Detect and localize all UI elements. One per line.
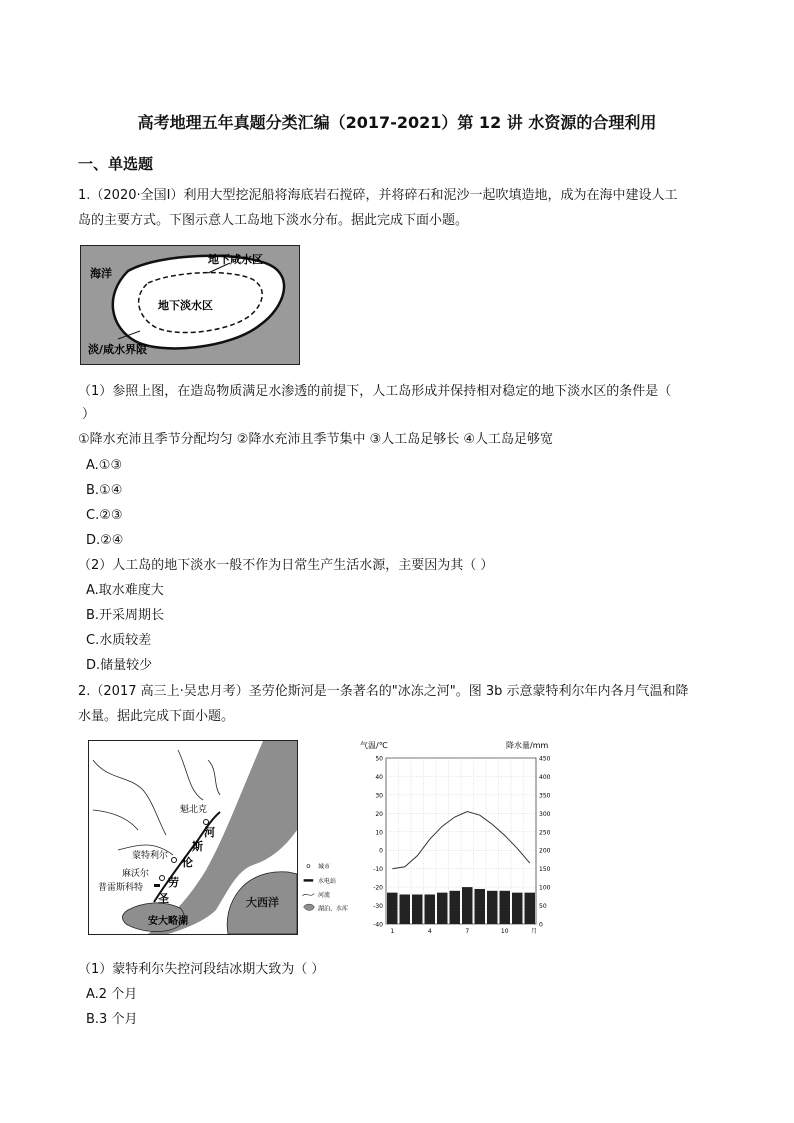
city-montreal bbox=[172, 858, 177, 863]
legend-lake: 湖泊、水库 bbox=[318, 905, 349, 913]
legend-city: 城市 bbox=[318, 863, 331, 871]
right-tick-label: 300 bbox=[539, 810, 551, 818]
label-quebec: 魁北克 bbox=[180, 805, 208, 815]
precip-bar bbox=[475, 889, 486, 924]
q1-sub2-option-d[interactable]: D.储量较少 bbox=[86, 658, 153, 673]
section-heading: 一、单选题 bbox=[78, 155, 154, 173]
q1-sub2-option-a[interactable]: A.取水难度大 bbox=[86, 583, 164, 598]
label-atlantic: 大西洋 bbox=[246, 896, 279, 909]
map-legend bbox=[300, 842, 360, 932]
q1-stem-line2: 岛的主要方式。下图示意人工岛地下淡水分布。据此完成下面小题。 bbox=[78, 213, 469, 228]
precip-bar bbox=[462, 887, 473, 924]
river-char-5: 圣 bbox=[158, 892, 169, 905]
chart-left-axis-label: 气温/℃ bbox=[360, 741, 388, 750]
label-fresh-zone: 地下淡水区 bbox=[158, 299, 213, 312]
left-tick-label: 0 bbox=[379, 847, 383, 855]
q2-stem-line1: 2.（2017 高三上·吴忠月考）圣劳伦斯河是一条著名的"冰冻之河"。图 3b 示意蒙特利尔年内各月气温和降 bbox=[78, 684, 689, 699]
right-tick-label: 100 bbox=[539, 884, 551, 892]
q1-sub1-option-d[interactable]: D.②④ bbox=[86, 533, 124, 548]
q1-sub1-stem-end: ） bbox=[82, 407, 96, 422]
label-sea: 海洋 bbox=[90, 267, 112, 280]
city-quebec bbox=[204, 820, 209, 825]
right-tick-label: 50 bbox=[539, 903, 547, 911]
q2-sub1-stem: （1）蒙特利尔失控河段结冰期大致为（ ） bbox=[78, 962, 325, 977]
q1-sub1-stem: （1）参照上图，在造岛物质满足水渗透的前提下，人工岛形成并保持相对稳定的地下淡水区的条件是（ bbox=[78, 384, 672, 399]
x-tick-label: 10 bbox=[500, 928, 509, 935]
page-title: 高考地理五年真题分类汇编（2017-2021）第 12 讲 水资源的合理利用 bbox=[137, 113, 657, 132]
right-tick-label: 400 bbox=[539, 773, 551, 781]
precip-bar bbox=[487, 891, 498, 924]
precip-bar bbox=[437, 893, 448, 924]
left-tick-label: -20 bbox=[373, 884, 383, 892]
right-tick-label: 450 bbox=[539, 755, 551, 763]
left-tick-label: 30 bbox=[375, 792, 383, 800]
precip-bar bbox=[425, 894, 436, 924]
left-tick-label: -10 bbox=[373, 866, 383, 874]
x-tick-label: 7 bbox=[465, 928, 470, 935]
precip-bar bbox=[500, 891, 511, 924]
label-boundary: 淡/咸水界限 bbox=[88, 343, 148, 356]
label-salt-zone: 地下咸水区 bbox=[208, 253, 263, 266]
precip-bar bbox=[525, 893, 536, 924]
q2-sub1-option-a[interactable]: A.2 个月 bbox=[86, 987, 138, 1002]
left-tick-label: -40 bbox=[373, 921, 383, 929]
montreal-climate-chart bbox=[360, 738, 558, 938]
left-tick-label: 10 bbox=[375, 829, 383, 837]
right-tick-label: 150 bbox=[539, 866, 551, 874]
precip-bar bbox=[512, 893, 523, 924]
island-figure bbox=[80, 245, 300, 365]
legend-river: 河流 bbox=[318, 892, 331, 900]
chart-right-axis-label: 降水量/mm bbox=[506, 741, 549, 750]
legend-lake-icon bbox=[304, 904, 315, 910]
right-tick-label: 250 bbox=[539, 829, 551, 837]
precip-bar bbox=[450, 891, 461, 924]
legend-hydro: 水电站 bbox=[318, 877, 337, 885]
left-tick-label: -30 bbox=[373, 903, 383, 911]
river-char-2: 斯 bbox=[192, 840, 203, 853]
precip-bar bbox=[400, 894, 411, 924]
q1-sub1-conditions: ①降水充沛且季节分配均匀 ②降水充沛且季节集中 ③人工岛足够长 ④人工岛足够宽 bbox=[78, 432, 554, 447]
legend-city-icon bbox=[307, 865, 310, 868]
right-tick-label: 200 bbox=[539, 847, 551, 855]
q1-sub2-stem: （2）人工岛的地下淡水一般不作为日常生产生活水源，主要因为其（ ） bbox=[78, 558, 494, 573]
left-tick-label: 50 bbox=[375, 755, 383, 763]
q1-stem-line1: 1.（2020·全国Ⅰ）利用大型挖泥船将海底岩石搅碎，并将碎石和泥沙一起吹填造地，成为在海中建设人工 bbox=[78, 188, 678, 203]
precip-bar bbox=[412, 894, 423, 924]
river-char-3: 伦 bbox=[182, 856, 193, 869]
q2-stem-line2: 水量。据此完成下面小题。 bbox=[78, 709, 235, 724]
label-prescott: 普雷斯科特 bbox=[98, 883, 144, 893]
q1-sub1-option-c[interactable]: C.②③ bbox=[86, 508, 123, 523]
q1-sub2-option-c[interactable]: C.水质较差 bbox=[86, 633, 152, 648]
city-massena bbox=[160, 876, 165, 881]
river-char-4: 劳 bbox=[168, 876, 179, 889]
left-tick-label: 40 bbox=[375, 773, 383, 781]
left-tick-label: 20 bbox=[375, 810, 383, 818]
right-tick-label: 0 bbox=[539, 921, 543, 929]
st-lawrence-map bbox=[88, 740, 298, 935]
q1-sub1-option-b[interactable]: B.①④ bbox=[86, 483, 123, 498]
x-tick-label: 1 bbox=[390, 928, 395, 935]
label-lake-ontario: 安大略湖 bbox=[148, 916, 188, 927]
precip-bar bbox=[387, 893, 398, 924]
river-char-1: 河 bbox=[204, 826, 215, 839]
label-montreal: 蒙特利尔 bbox=[132, 851, 169, 861]
x-tick-label: 4 bbox=[427, 928, 432, 935]
hydro-station bbox=[154, 884, 160, 887]
label-massena: 麻沃尔 bbox=[122, 869, 150, 879]
legend-river-icon bbox=[302, 894, 314, 896]
x-unit-label: 月 bbox=[530, 928, 538, 935]
q1-sub1-option-a[interactable]: A.①③ bbox=[86, 458, 123, 473]
q1-sub2-option-b[interactable]: B.开采周期长 bbox=[86, 608, 165, 623]
q2-sub1-option-b[interactable]: B.3 个月 bbox=[86, 1012, 138, 1027]
right-tick-label: 350 bbox=[539, 792, 551, 800]
legend-hydro-icon bbox=[304, 879, 314, 881]
